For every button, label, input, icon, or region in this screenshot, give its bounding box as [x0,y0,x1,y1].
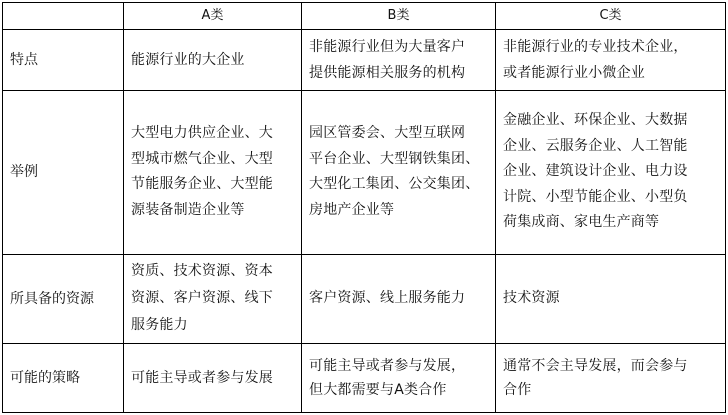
cell-strategies-a [124,344,302,413]
cell-strategies-b [302,344,496,413]
cell-text: 能源行业的大企业 [131,51,245,68]
cell-resources-a [124,254,302,344]
row-label-strategies: 可能的策略 [3,344,124,413]
comparison-table [2,2,726,413]
header-row [3,3,726,30]
cell-examples-b [302,90,496,254]
cell-features-a [124,29,302,90]
header-cell-b: B类 [302,3,496,30]
cell-examples-c [496,90,726,254]
row-label-resources: 所具备的资源 [3,254,124,344]
table-row-resources [3,254,726,344]
header-corner-cell [3,3,124,30]
cell-examples-a [124,90,302,254]
cell-resources-c [496,254,726,344]
cell-text: 金融企业、环保企业、大数据 企业、云服务企业、人工智能 企业、建筑设计企业、电力设 计院、小型节能企业、小型负 荷集成商、家电生产商等 [503,112,688,231]
cell-text: 大型电力供应企业、大 型城市燃气企业、大型 节能服务企业、大型能 源装备制造企业等 [131,125,273,218]
header-cell-c: C类 [496,3,726,30]
row-label-examples: 举例 [3,90,124,254]
cell-features-b [302,29,496,90]
cell-text: 技术资源 [503,290,560,307]
header-cell-a: A类 [124,3,302,30]
cell-text: 可能主导或者参与发展 [131,370,273,387]
table-row-examples [3,90,726,254]
cell-text: 通常不会主导发展，而会参与 合作 [503,358,688,399]
table-row-strategies [3,344,726,413]
cell-text: 非能源行业的专业技术企业， 或者能源行业小微企业 [503,38,688,81]
row-label-features: 特点 [3,29,124,90]
cell-resources-b [302,254,496,344]
table-row-features [3,29,726,90]
cell-strategies-c [496,344,726,413]
cell-features-c [496,29,726,90]
cell-text: 可能主导或者参与发展， 但大都需要与A类合作 [309,358,466,399]
cell-text: 园区管委会、大型互联网 平台企业、大型钢铁集团、 大型化工集团、公交集团、 房地产企业等 [309,125,480,218]
cell-text: 资质、技术资源、资本 资源、客户资源、线下 服务能力 [131,263,273,334]
cell-text: 客户资源、线上服务能力 [309,290,466,307]
cell-text: 非能源行业但为大量客户 提供能源相关服务的机构 [309,38,466,81]
